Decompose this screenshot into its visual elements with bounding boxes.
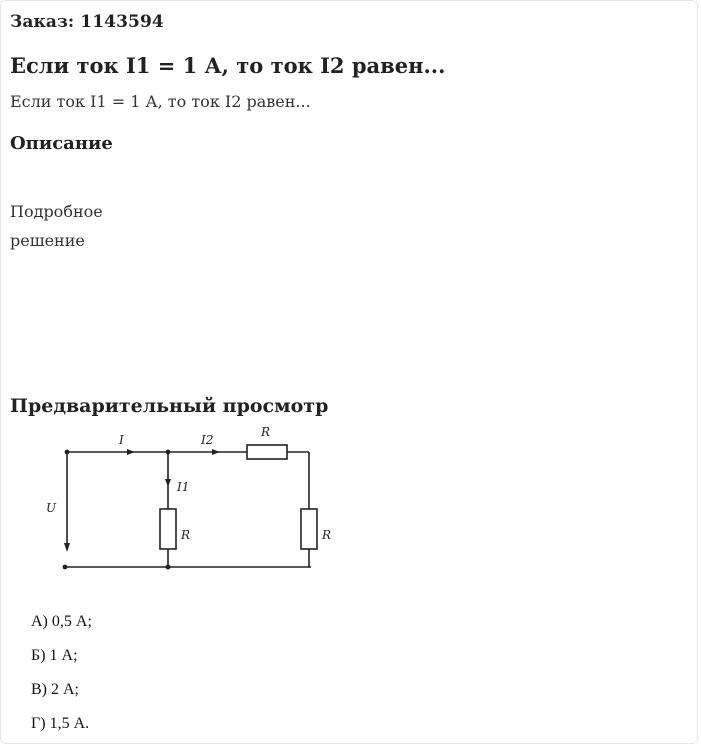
label-resistor-top: R [261,425,271,439]
label-voltage: U [46,501,57,515]
label-current-2: I2 [201,433,214,447]
answer-option-d: Г) 1,5 А. [31,715,90,732]
node-bottom-mid [166,565,171,570]
resistor-right [301,509,317,549]
answer-options [31,611,92,747]
description-heading: Описание [10,133,113,154]
answer-option-b: Б) 1 А; [31,647,78,664]
order-number: Заказ: 1143594 [10,12,164,32]
node-bottom-left [63,565,68,570]
question-text: Если ток I1 = 1 А, то ток I2 равен... [10,92,311,111]
label-current-total: I [119,433,124,447]
arrow-current-1 [165,479,171,487]
description-text: Подробное решение [10,202,103,250]
label-resistor-right: R [322,528,332,542]
arrow-voltage [64,543,70,552]
label-current-1: I1 [177,480,190,494]
resistor-top [247,445,287,459]
answer-option-c: В) 2 А; [31,681,79,698]
resistor-middle [160,509,176,549]
node-top-mid [166,450,171,455]
answer-option-a: А) 0,5 А; [31,613,92,630]
preview-heading: Предварительный просмотр [10,395,329,417]
label-resistor-middle: R [181,528,191,542]
arrow-current-2 [212,449,220,455]
page-title: Если ток I1 = 1 А, то ток I2 равен... [10,53,446,78]
arrow-current-total [127,449,135,455]
node-top-left [65,450,70,455]
circuit-diagram [31,419,351,584]
